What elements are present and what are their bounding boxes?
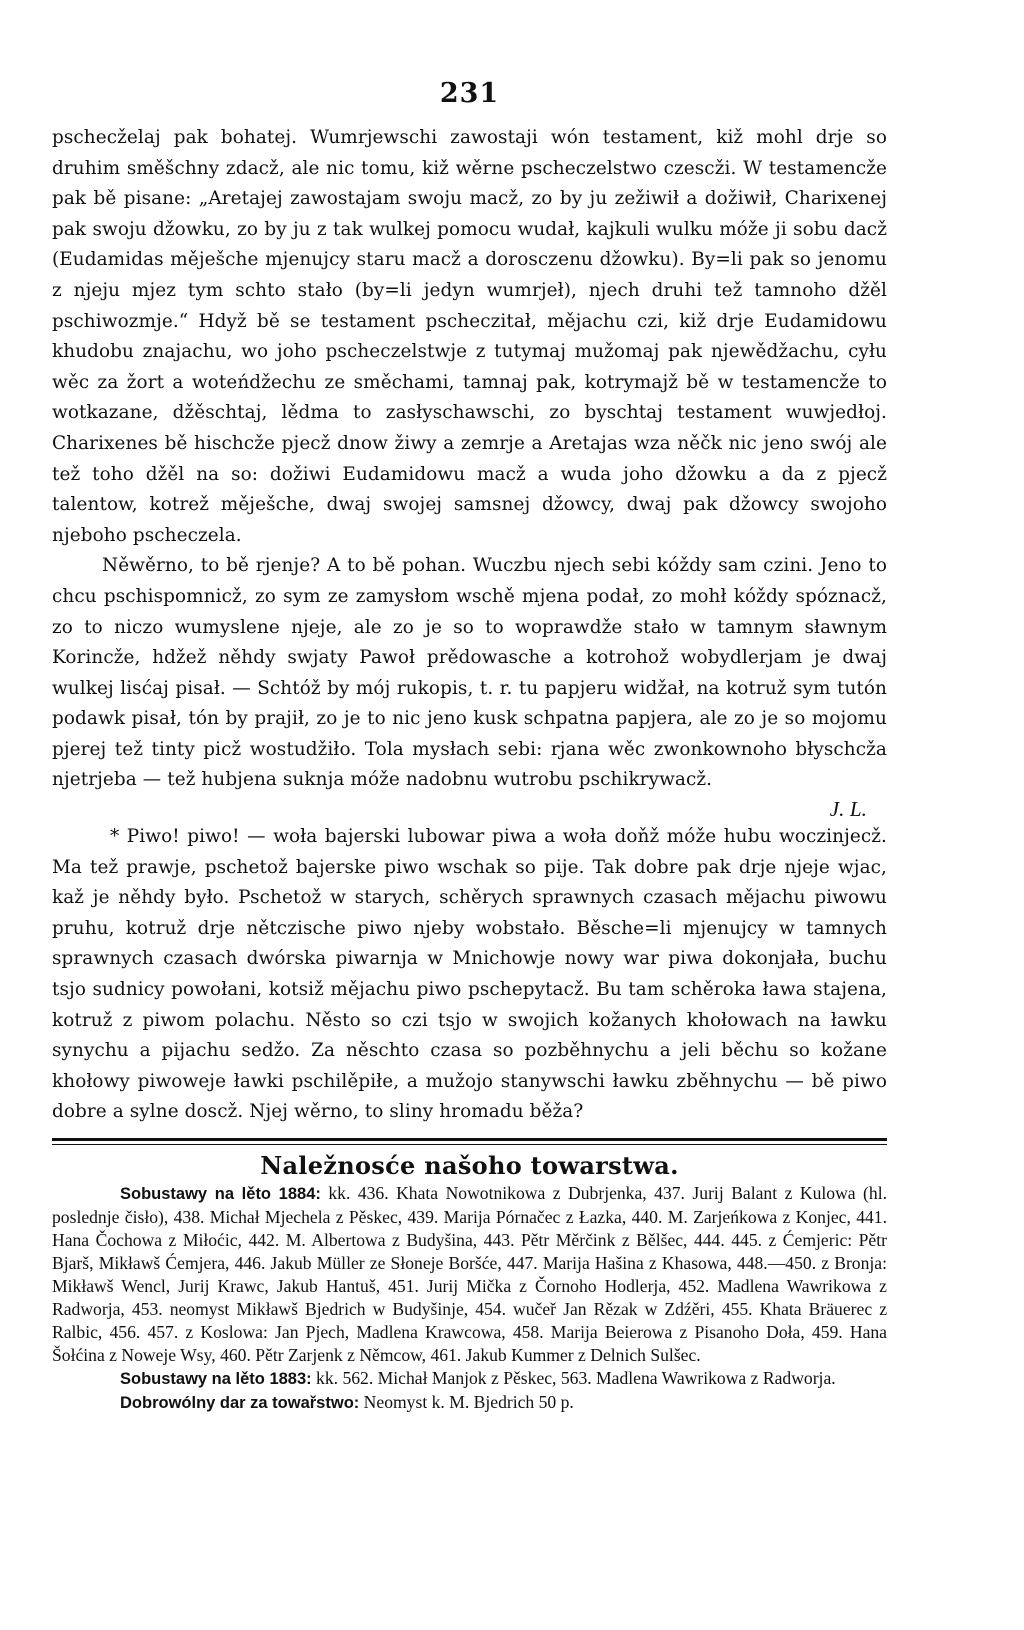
body-paragraph-1: pschecželaj pak bohatej. Wumrjewschi zawostaji wón testament, kiž mohl drje so druhim směšchny zdacž, ale nic tomu, kiž wěrne pscheczelstwo czescži. W testamencže pak bě pisane: „Aretajej zawostajam swoju macž, zo by ju zežiwił a dožiwił, Charixenej pak swoju džowku, zo by ju z tak wulkej pomocu wudał, kajkuli wulku móže ji sobu dacž (Eudamidas měješche mjenujcy staru macž a dorosczenu džowku). By=li pak so jenomu z njeju mjez tym schto stało (by=li jedyn wumrjeł), njech druhi tež tamnoho džěl pschiwozmje.“ Hdyž bě se testament pscheczitał, mějachu czi, kiž drje Eudamidowu khudobu znajachu, wo joho pscheczelstwje z tutymaj mužomaj pak njewědžachu, cyłu wěc za žort a woteńdžechu ze směchami, tamnaj pak, kotrymajž bě w testamencže to wotkazane, džěschtaj, lědma to zasłyschawschi, zo byschtaj testament wuwjedłoj. Charixenes bě hischcže pjecž dnow žiwy a zemrje a Aretajas wza něčk nic jeno swój ale tež toho džěl na so: dožiwi Eudamidowu macž a wuda joho džowku a da z pjecž talentow, kotrež měješche, dwaj swojej samsnej džowcy, dwaj pak džowcy swojoho njeboho pscheczela. — [52, 127, 887, 546]
donation-label: Dobrowólny dar za towařstwo: — [120, 1394, 360, 1412]
donation-text: Neomyst k. M. Bjedrich 50 p. — [359, 1392, 574, 1412]
article-body — [52, 123, 887, 1128]
members-1884-entry — [52, 1182, 887, 1367]
members-1883-entry — [52, 1367, 887, 1391]
members-1883-text: kk. 562. Michał Manjok z Pěskec, 563. Madlena Wawrikowa z Radworja. — [311, 1368, 836, 1388]
beer-paragraph: * Piwo! piwo! — woła bajerski lubowar piwa a woła doňž móže hubu woczinjecž. Ma tež prawje, pschetož bajerske piwo wschak so pije. Tak dobre pak drje njeje wjac, kaž je něhdy było. Pschetož w starych, schěrych sprawnych czasach mějachu piwowu pruhu, kotruž drje nětczische piwo njeby wobstało. Běsche=li mjenujcy w tamnych sprawnych czasach dwórska piwarnja w Mnichowje nowy war piwa dokonjała, buchu tsjo sudnicy powołani, kotsiž mějachu piwo pschepytacž. Bu tam schěroka ława stajena, kotruž z piwom polachu. Něsto so czi tsjo w swojich kožanych khołowach na ławku synychu a pijachu sedžo. Za něschto czasa so pozběhnychu a jeli běchu so kožane khołowy piwoweje ławki pschilěpiłe, a mužojo stanywschi ławku zběhnychu — bě piwo dobre a sylne doscž. Njej wěrno, to sliny hromadu běža? — [52, 826, 887, 1123]
page-number: 231 — [439, 78, 500, 109]
members-1884-text: kk. 436. Khata Nowotnikowa z Dubrjenka, 437. Jurij Balant z Kulowa (hl. poslednje čisło), 438. Michał Mjechela z Pěskec, 439. Marija Pórnačec z Łazka, 440. M. Zarjeńkowa z Konjec, 441. Hana Čochowa z Miłoćic, 442. M. Albertowa z Budyšina, 443. Pětr Měrčink z Bělšec, 444. 445. z Ćemjeric: Pětr Bjarš, Mikławš Ćemjera, 446. Jakub Müller ze Słoneje Boršće, 447. Marija Hašina z Khasowa, 448.—450. z Bronja: Mikławš Wencl, Jurij Krawc, Jakub Hantuš, 451. Jurij Mička z Čornoho Hodlerja, 452. Madlena Wawrikowa z Radworja, 453. neomyst Mikławš Bjedrich w Budyšinje, 454. wučeř Jan Rězak w Zdźěri, 455. Khata Bräuerec z Ralbic, 456. 457. z Koslowa: Jan Pjech, Madlena Krawcowa, 458. Marija Beierowa z Pisanoho Doła, 459. Hana Šołćina z Noweje Wsy, 460. Pětr Zarjenk z Němcow, 461. Jakub Kummer z Delnich Sulšec. — [52, 1183, 887, 1365]
members-1884-label: Sobustawy na lěto 1884: — [120, 1185, 321, 1203]
members-1883-label: Sobustawy na lěto 1883: — [120, 1370, 312, 1388]
section-divider-thick — [52, 1138, 887, 1141]
body-paragraph-2: Něwěrno, to bě rjenje? A to bě pohan. Wuczbu njech sebi kóždy sam czini. Jeno to chcu pschispomnicž, zo sym ze zamysłom wschě mjena podał, zo mohł kóždy spóznacž, zo to niczo wumyslene njeje, ale zo je so to woprawdže stało w tamnym sławnym Korincže, hdžež něhdy swjaty Pawoł prědowasche a kotrohož wobydlerjam je dwaj wulkej lisćaj pisał. — Schtóž by mój rukopis, t. r. tu papjeru widžał, na kotruž sym tutón podawk pisał, tón by prajił, zo je to nic jeno kusk schpatna papjera, ale zo je so mojomu pjerej tež tinty picž wostudžiło. Tola mysłach sebi: rjana wěc zwonkownoho błyschcža njetrjeba — tež hubjena suknja móže nadobnu wutrobu pschikrywacž. — [52, 555, 887, 791]
donation-entry — [52, 1391, 887, 1415]
society-matters-body — [52, 1182, 887, 1415]
society-matters-heading: Naležnosće našoho towarstwa. — [260, 1151, 679, 1180]
section-divider-thin — [52, 1144, 887, 1145]
author-signature: J. L. — [829, 797, 867, 822]
page — [52, 78, 887, 1415]
